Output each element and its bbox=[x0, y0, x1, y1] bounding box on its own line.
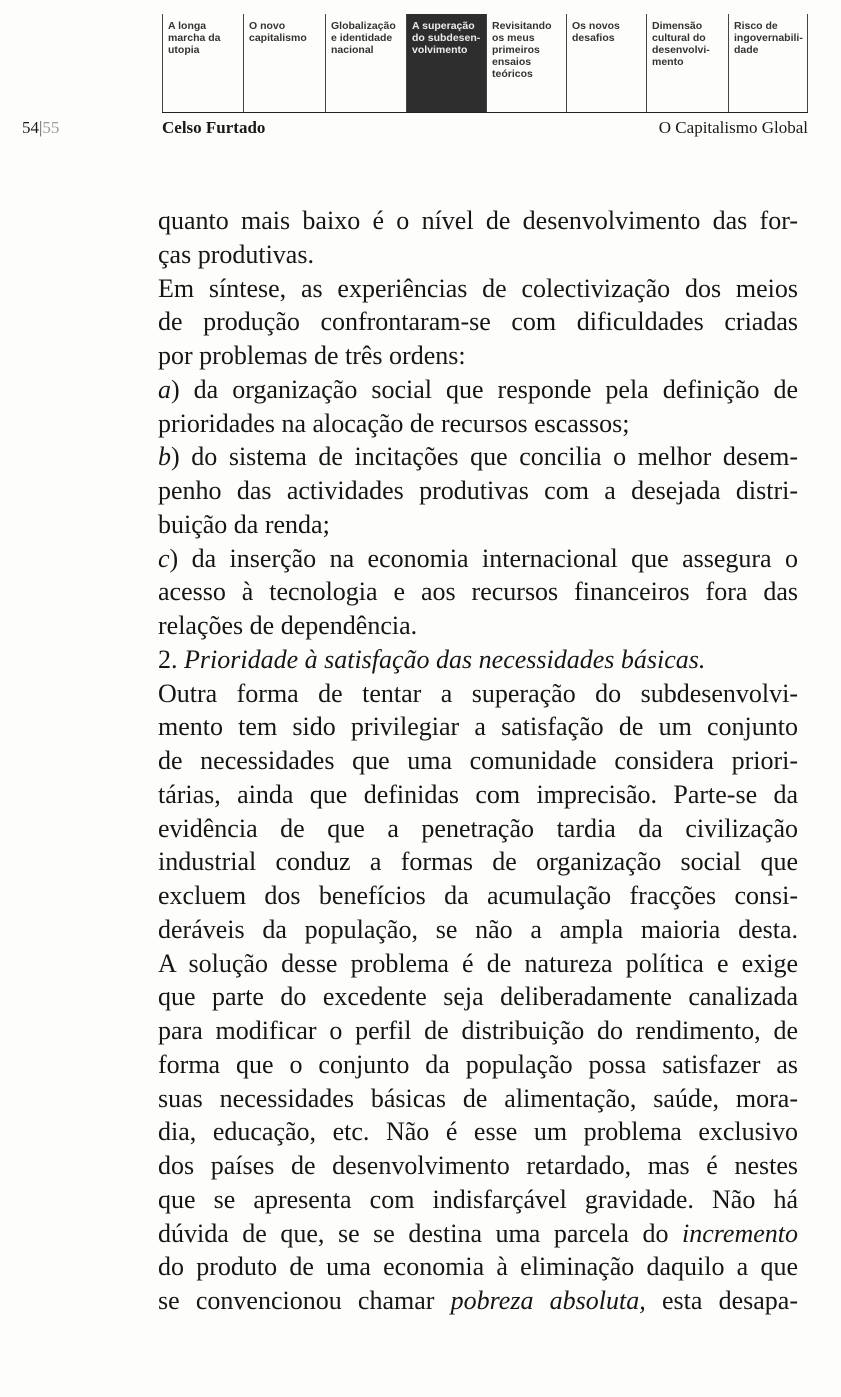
text-line: que parte do excedente seja deliberadamente canalizada bbox=[158, 982, 798, 1012]
text-line: que se apresenta com indisfarçável gravidade. Não há bbox=[158, 1184, 798, 1214]
text-line: quanto mais baixo é o nível de desenvolvimento das for- bbox=[158, 206, 798, 235]
text-line: b) do sistema de incitações que concilia o melhor desem- bbox=[158, 442, 798, 472]
text-line: tárias, ainda que definidas com imprecisão. Parte-se da bbox=[158, 779, 798, 809]
chapter-tab[interactable]: A longa marcha da utopia bbox=[162, 14, 243, 112]
text-line: do produto de uma economia à eliminação daquilo a que bbox=[158, 1252, 798, 1282]
chapter-tab[interactable]: Revisitando os meus primeiros ensaios teóricos bbox=[486, 14, 566, 112]
text-line: 2. Prioridade à satisfação das necessidades básicas. bbox=[158, 644, 706, 674]
page-current: 54 bbox=[22, 118, 39, 137]
page-number bbox=[22, 118, 59, 138]
text-line: c) da inserção na economia internacional que assegura o bbox=[158, 543, 798, 573]
text-line: A solução desse problema é de natureza política e exige bbox=[158, 948, 798, 978]
text-line: de produção confrontaram-se com dificuldades criadas bbox=[158, 307, 798, 337]
text-line: a) da organização social que responde pela definição de bbox=[158, 374, 798, 404]
text-line: relações de dependência. bbox=[158, 611, 418, 640]
text-line: mento tem sido privilegiar a satisfação de um conjunto bbox=[158, 712, 798, 742]
book-title: O Capitalismo Global bbox=[658, 118, 808, 137]
chapter-tab[interactable]: O novo capitalismo bbox=[243, 14, 325, 112]
chapter-tab[interactable]: Dimensão cultural do desenvolvi- mento bbox=[646, 14, 728, 112]
page-separator: | bbox=[39, 118, 43, 137]
body-text bbox=[158, 204, 798, 1318]
chapter-nav bbox=[162, 14, 808, 113]
text-line: prioridades na alocação de recursos escassos; bbox=[158, 408, 630, 438]
text-line: se convencionou chamar pobreza absoluta, esta desapa- bbox=[158, 1286, 798, 1315]
text-line: ças produtivas. bbox=[158, 239, 314, 269]
text-line: deráveis da população, se não a ampla maioria desta. bbox=[158, 914, 798, 944]
chapter-tab-active[interactable]: A superação do subdesen- volvimento bbox=[406, 14, 486, 112]
text-line: excluem dos benefícios da acumulação fracções consi- bbox=[158, 881, 798, 910]
text-line: industrial conduz a formas de organização social que bbox=[158, 847, 798, 877]
text-line: dos países de desenvolvimento retardado, mas é nestes bbox=[158, 1151, 798, 1180]
chapter-tab[interactable]: Globalização e identidade nacional bbox=[325, 14, 406, 112]
page-next: 55 bbox=[42, 118, 60, 137]
chapter-tab[interactable]: Os novos desafios bbox=[566, 14, 646, 112]
text-line: suas necessidades básicas de alimentação, saúde, mora- bbox=[158, 1083, 798, 1113]
text-line: evidência de que a penetração tardia da civilização bbox=[158, 813, 798, 843]
text-line: acesso à tecnologia e aos recursos financeiros fora das bbox=[158, 577, 798, 607]
text-line: para modificar o perfil de distribuição do rendimento, de bbox=[158, 1016, 798, 1045]
text-line: de necessidades que uma comunidade considera priori- bbox=[158, 746, 798, 775]
text-line: Em síntese, as experiências de colectivização dos meios bbox=[158, 273, 798, 303]
text-line: dia, educação, etc. Não é esse um problema exclusivo bbox=[158, 1117, 798, 1147]
running-head bbox=[22, 118, 808, 144]
text-line: por problemas de três ordens: bbox=[158, 341, 466, 370]
text-line: buição da renda; bbox=[158, 509, 330, 539]
text-line: dúvida de que, se se destina uma parcela do incremento bbox=[158, 1218, 798, 1248]
chapter-tab[interactable]: Risco de ingovernabili- dade bbox=[728, 14, 808, 112]
text-line: Outra forma de tentar a superação do subdesenvolvi- bbox=[158, 678, 798, 708]
text-line: penho das actividades produtivas com a desejada distri- bbox=[158, 476, 798, 505]
author-name: Celso Furtado bbox=[162, 118, 266, 137]
text-line: forma que o conjunto da população possa satisfazer as bbox=[158, 1049, 798, 1079]
